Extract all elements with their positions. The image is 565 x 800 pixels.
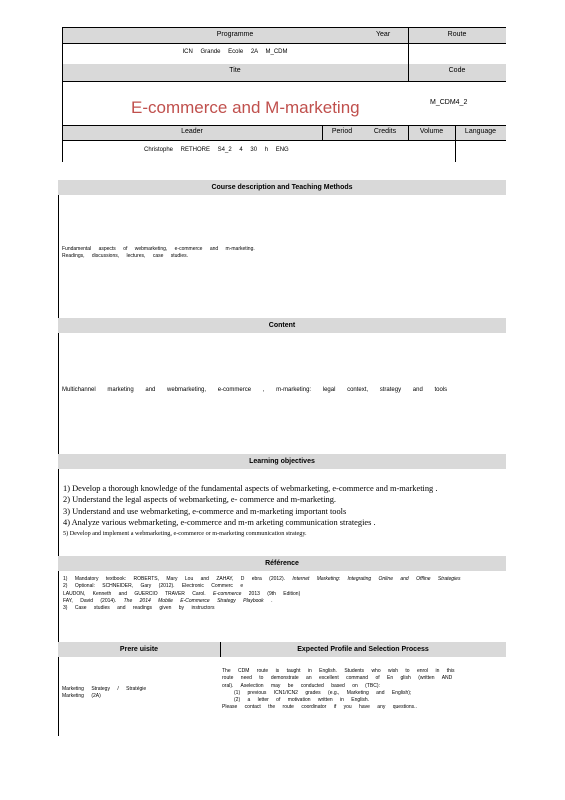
description-heading: Course description and Teaching Methods bbox=[58, 180, 506, 195]
objective-item: 3) Understand and use webmarketing, e-commerce and m-marketing important tools bbox=[63, 506, 347, 516]
leader-label: Leader bbox=[181, 128, 203, 135]
code-label: Code bbox=[448, 67, 466, 74]
profile-line: route need to demonstrate an excellent command of En glish (written AND bbox=[222, 675, 453, 682]
profile-line: The CDM route is taught in English. Students who wish to enrol in this bbox=[222, 668, 455, 674]
reference-heading: Référence bbox=[58, 556, 506, 571]
reference-item: 3) Case studies and readings given by instructors bbox=[63, 605, 215, 611]
profile-heading: Expected Profile and Selection Process bbox=[297, 646, 429, 653]
description-line: Readings, discussions, lectures, case studies. bbox=[62, 253, 188, 260]
description-body bbox=[62, 246, 502, 261]
prerequisite-line: Marketing Strategy / Stratégie bbox=[62, 686, 147, 692]
objective-item: 5) Develop and implement a webmarketing, e-commerce or m-marketing communication strategy. bbox=[63, 530, 307, 538]
profile-line: oral). Aselection may be conducted based on (TBC): bbox=[222, 682, 380, 689]
header-table bbox=[62, 27, 506, 162]
leader-row-values: Christophe RETHORE S4_2 4 30 h ENG bbox=[144, 147, 289, 153]
reference-item: 2) Optional: SCHNEIDER, Gary (2012). Electronic Commerc e bbox=[63, 583, 244, 590]
objectives-heading: Learning objectives bbox=[58, 454, 506, 469]
profile-line: (2) a letter of motivation written in English. bbox=[234, 697, 370, 703]
volume-label: Volume bbox=[419, 128, 444, 135]
credits-label: Credits bbox=[373, 128, 397, 135]
course-title: E-commerce and M-marketing bbox=[131, 98, 360, 117]
year-label: Year bbox=[376, 31, 391, 38]
prerequisite-heading: Prere uisite bbox=[119, 646, 159, 653]
language-label: Language bbox=[464, 128, 497, 135]
reference-item: FAY, David (2014). The 2014 Mobile E-Commerce Strategy Playbook . bbox=[63, 597, 273, 604]
profile-body bbox=[222, 668, 504, 712]
programme-label: Programme bbox=[216, 31, 254, 38]
programme-value: ICN Grande Ecole 2A M_CDM bbox=[182, 49, 288, 55]
content-text: Multichannel marketing and webmarketing, e-commerce , m-marketing: legal context, strategy and tools bbox=[62, 387, 448, 393]
reference-item: LAUDON, Kenneth and GUERCIO TRAVER Carol. E-commerce 2013 (9th Edition) bbox=[63, 590, 301, 597]
description-line: Fundamental aspects of webmarketing, e-commerce and m-marketing. bbox=[62, 246, 255, 252]
prerequisite-body bbox=[62, 686, 217, 701]
reference-list bbox=[63, 576, 503, 612]
objectives-list bbox=[63, 483, 503, 539]
objective-item: 4) Analyze various webmarketing, e-commerce and m-m arketing communication strategies . bbox=[63, 517, 376, 527]
route-label: Route bbox=[447, 31, 467, 38]
reference-item: 1) Mandatory textbook: ROBERTS, Mary Lou and ZAHAY, D ebra (2012). Internet Marketing: Integrating Online and Offline Strategies bbox=[63, 576, 461, 582]
title-label: Tite bbox=[229, 67, 241, 74]
profile-line: Please contact the route coordinator if you have any questions.. bbox=[222, 704, 417, 711]
profile-line: (1) previous ICN1/ICN2 grades (e.g., Marketing and English); bbox=[234, 689, 412, 696]
objective-item: 1) Develop a thorough knowledge of the fundamental aspects of webmarketing, e-commerce and m-marketing . bbox=[63, 484, 438, 493]
period-label: Period bbox=[331, 128, 353, 135]
content-heading: Content bbox=[58, 318, 506, 333]
objective-item: 2) Understand the legal aspects of webmarketing, e- commerce and m-marketing. bbox=[63, 495, 337, 505]
course-code: M_CDM4_2 bbox=[430, 99, 468, 106]
prerequisite-line: Marketing (2A) bbox=[62, 693, 101, 700]
